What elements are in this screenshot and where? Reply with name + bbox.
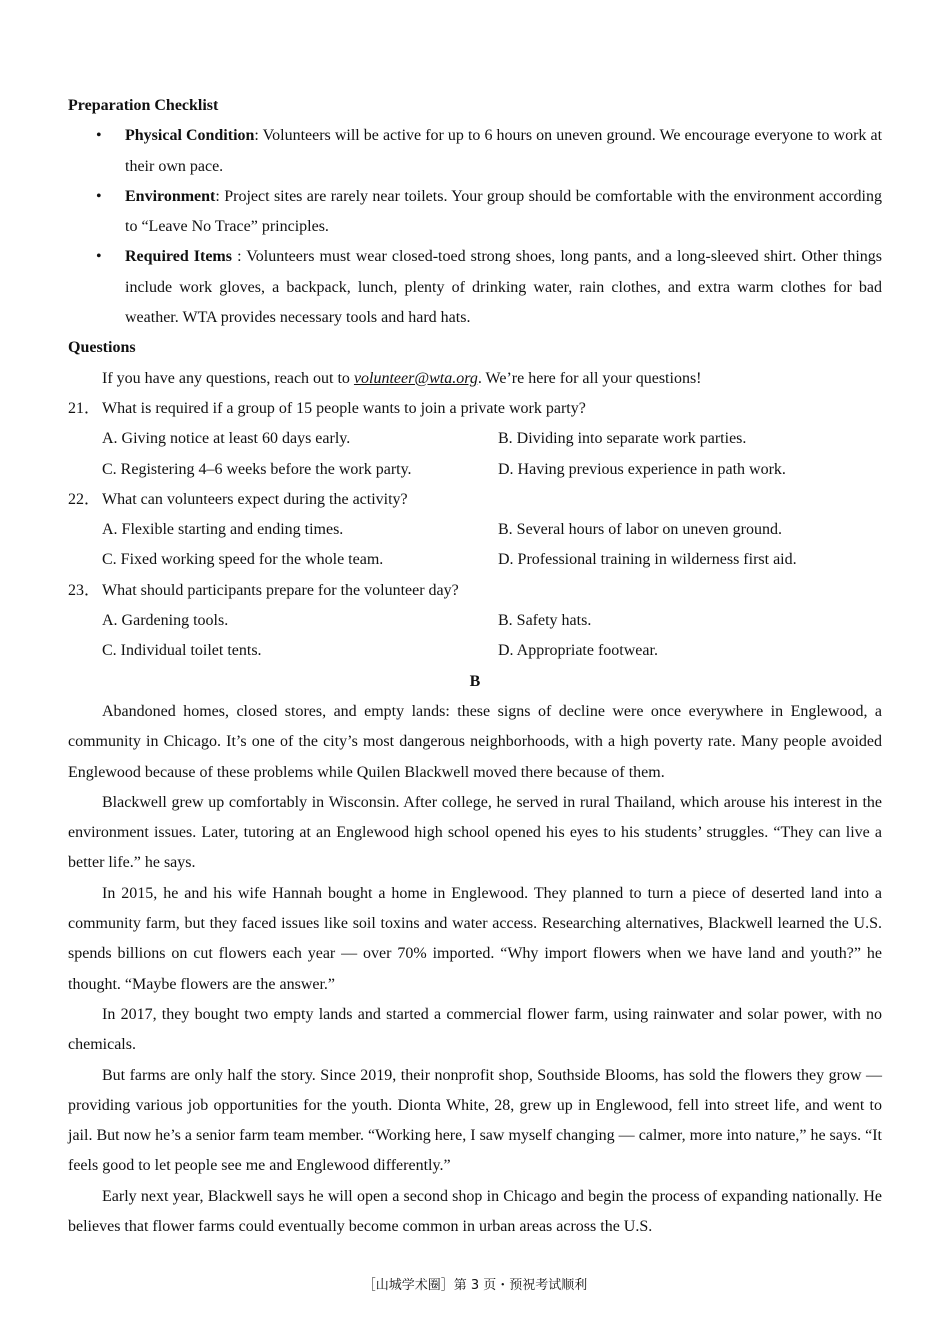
bullet-icon: •: [96, 127, 102, 145]
option-d: D. Appropriate footwear.: [498, 642, 658, 660]
question-number: 22．: [68, 490, 101, 508]
checklist-item-label: Physical Condition: [125, 127, 255, 145]
checklist-heading: Preparation Checklist: [68, 97, 219, 114]
option-row: [68, 424, 882, 454]
checklist-item-text: Project sites are rarely near toilets. Your group should be comfortable with the environment according to “Leave No Trace” principles.: [125, 187, 882, 236]
checklist-item-label: Required Items: [125, 248, 232, 266]
passage-paragraph: Abandoned homes, closed stores, and empty lands: these signs of decline were once everywhere in Englewood, a community in Chicago. It’s one of the city’s most dangerous neighborhoods, with a high poverty rate. Many people avoided Englewood because of these problems while Quilen Blackwell moved there because of them.: [68, 702, 882, 781]
option-d: D. Having previous experience in path work.: [498, 460, 786, 478]
question-text: What can volunteers expect during the activity?: [102, 490, 408, 508]
passage-paragraph: In 2015, he and his wife Hannah bought a home in Englewood. They planned to turn a piece of deserted land into a community farm, but they faced issues like soil toxins and water access. Researching alternatives, Blackwell learned the U.S. spends billions on cut flowers each year — over 70% imported. “Why import flowers when we have land and youth?” he thought. “Maybe flowers are the answer.”: [68, 884, 882, 993]
question-stem: [68, 576, 882, 606]
option-row: [68, 455, 882, 485]
option-row: [68, 515, 882, 545]
passage-paragraph: Early next year, Blackwell says he will open a second shop in Chicago and begin the process of expanding nationally. He believes that flower farms could eventually become common in urban areas across the U.S.: [68, 1187, 882, 1235]
option-b: B. Several hours of labor on uneven ground.: [498, 521, 782, 539]
option-a: A. Gardening tools.: [102, 612, 229, 630]
passage-paragraph: In 2017, they bought two empty lands and started a commercial flower farm, using rainwater and solar power, with no chemicals.: [68, 1005, 882, 1054]
option-row: [68, 636, 882, 666]
checklist-item: [68, 121, 882, 182]
question-stem: [68, 485, 882, 515]
checklist-item: [68, 182, 882, 243]
option-c: C. Individual toilet tents.: [102, 642, 262, 660]
page-footer: ［山城学术圈］第 3 页・预祝考试顺利: [362, 1278, 588, 1293]
option-d: D. Professional training in wilderness first aid.: [498, 551, 797, 569]
checklist-item-sep: :: [232, 248, 247, 266]
option-row: [68, 606, 882, 636]
questions-contact: [68, 364, 882, 394]
email-link[interactable]: volunteer@wta.org: [353, 369, 478, 387]
passage-paragraph: Blackwell grew up comfortably in Wisconsin. After college, he served in rural Thailand, which arouse his interest in the environment issues. Later, tutoring at an Englewood high school opened his eyes to his students’ struggles. “They can live a better life.” he says.: [68, 793, 882, 872]
contact-text-before: If you have any questions, reach out to: [102, 369, 354, 387]
option-row: [68, 545, 882, 575]
question-number: 21．: [68, 399, 101, 417]
question-number: 23．: [68, 581, 101, 599]
question-stem: [68, 394, 882, 424]
question-text: What should participants prepare for the volunteer day?: [102, 581, 459, 599]
page-content: [68, 91, 882, 1242]
checklist-item-text: Volunteers must wear closed-toed strong shoes, long pants, and a long-sleeved shirt. Other things include work gloves, a backpack, lunch, plenty of drinking water, rain clothes, and extra warm clothes for bad weather. WTA provides necessary tools and hard hats.: [125, 248, 883, 327]
bullet-icon: •: [96, 187, 102, 205]
option-c: C. Fixed working speed for the whole team.: [102, 551, 384, 569]
passage-title: B: [469, 672, 481, 690]
checklist-item-sep: :: [254, 127, 263, 145]
option-b: B. Safety hats.: [498, 612, 592, 630]
option-a: A. Giving notice at least 60 days early.: [102, 430, 351, 448]
questions-heading: Questions: [68, 339, 136, 357]
option-b: B. Dividing into separate work parties.: [498, 430, 747, 448]
checklist-item-label: Environment: [125, 187, 216, 205]
passage-paragraph: But farms are only half the story. Since 2019, their nonprofit shop, Southside Blooms, has sold the flowers they grow — providing various job opportunities for the youth. Dionta White, 28, grew up in Englewood, fell into street life, and went to jail. But now he’s a senior farm team member. “Working here, I saw myself changing — calmer, more into nature,” he says. “It feels good to let people see me and Englewood differently.”: [68, 1066, 882, 1175]
option-c: C. Registering 4–6 weeks before the work party.: [102, 460, 412, 478]
question-text: What is required if a group of 15 people wants to join a private work party?: [102, 399, 586, 417]
checklist-item: [68, 242, 882, 333]
bullet-icon: •: [96, 248, 102, 266]
option-a: A. Flexible starting and ending times.: [102, 521, 344, 539]
checklist-item-text: Volunteers will be active for up to 6 hours on uneven ground. We encourage everyone to work at their own pace.: [125, 127, 883, 175]
contact-text-after: . We’re here for all your questions!: [477, 369, 702, 387]
checklist-item-sep: :: [215, 187, 225, 205]
